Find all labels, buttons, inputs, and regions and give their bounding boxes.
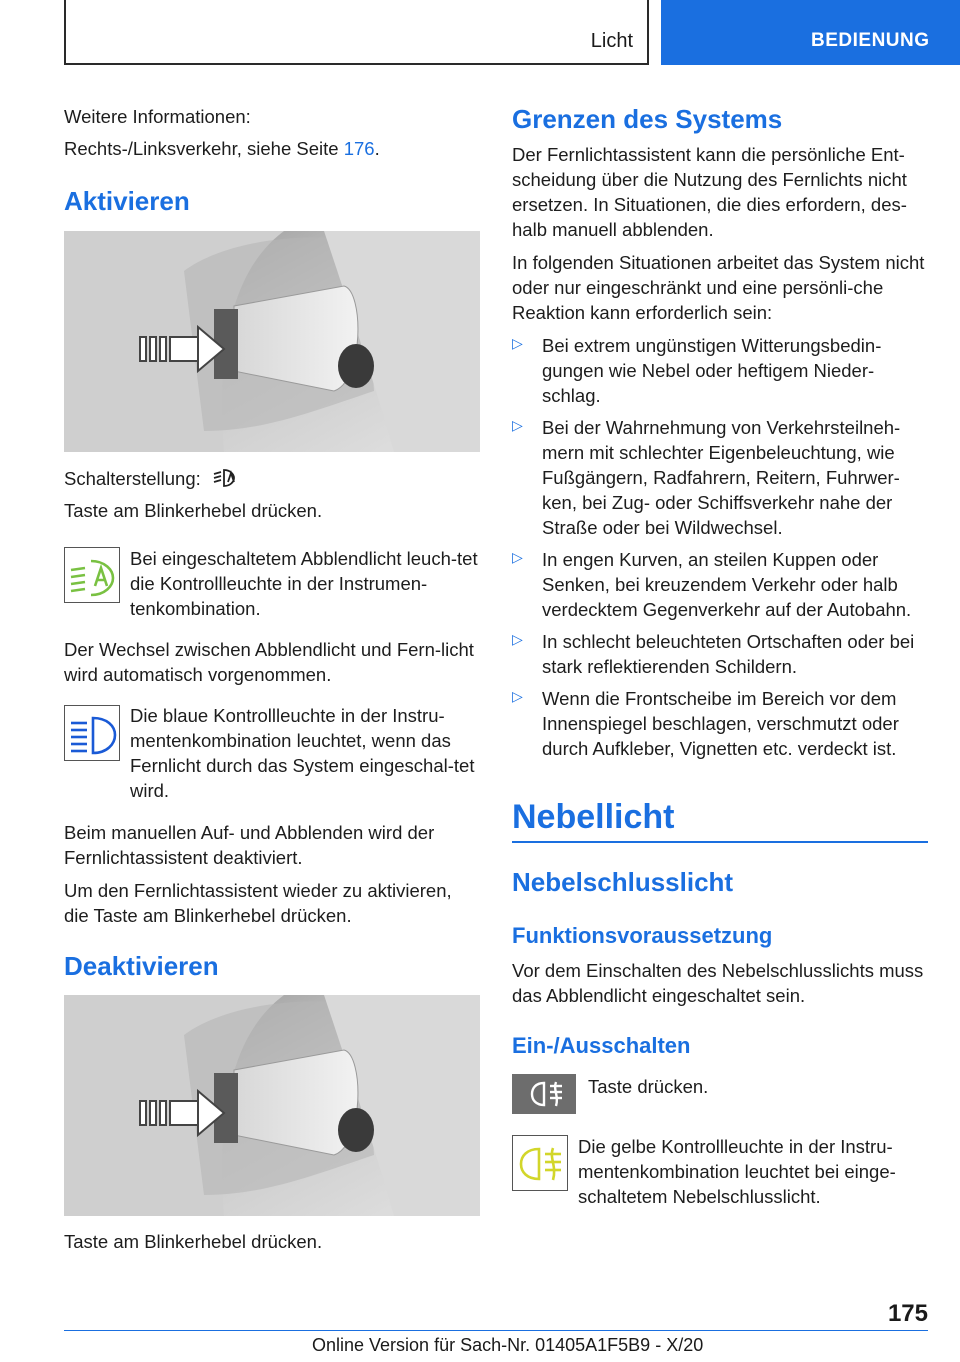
deactivate-heading: Deaktivieren xyxy=(64,951,219,981)
traffic-text: Rechts-/Linksverkehr, siehe Seite xyxy=(64,138,344,159)
bullet-triangle-icon: ▷ xyxy=(512,631,523,647)
auto-low-beam-indicator-icon xyxy=(64,547,120,603)
auto-switch-text: Der Wechsel zwischen Abblendlicht und Fern-licht wird automatisch vorgenommen. xyxy=(64,639,474,685)
high-beam-indicator-icon xyxy=(64,705,120,761)
heading-rule xyxy=(512,841,928,843)
page-link-176[interactable]: 176 xyxy=(343,138,375,159)
traffic-end: . xyxy=(374,138,380,159)
header-chapter-box xyxy=(64,0,649,65)
stalk-photo-deactivate xyxy=(64,995,480,1216)
auto-high-beam-icon xyxy=(212,466,240,494)
manual-note: Beim manuellen Auf- und Abblenden wird der Fernlichtassistent deaktiviert. xyxy=(64,822,435,868)
activate-heading: Aktivieren xyxy=(64,186,190,216)
rear-fog-button-icon xyxy=(512,1074,576,1114)
bullet-triangle-icon: ▷ xyxy=(512,549,523,565)
press-button-text: Taste am Blinkerhebel drücken. xyxy=(64,500,323,521)
section-title: BEDIENUNG xyxy=(811,30,930,51)
stalk-photo-activate xyxy=(64,231,480,452)
info-label: Weitere Informationen: xyxy=(64,106,251,127)
yellow-light-note: Die gelbe Kontrollleuchte in der Instru-mentenkombination leuchtet bei einge-schaltetem Nebelschlusslicht. xyxy=(578,1136,896,1207)
bullet-triangle-icon: ▷ xyxy=(512,688,523,704)
bullet-triangle-icon: ▷ xyxy=(512,417,523,433)
switch-label-row xyxy=(64,466,240,494)
footer-online-version: Online Version für Sach-Nr. 01405A1F5B9 - X/20 xyxy=(312,1335,704,1355)
bullet-triangle-icon: ▷ xyxy=(512,335,523,351)
header-section-box xyxy=(661,0,960,65)
precondition-text: Vor dem Einschalten des Nebelschlusslichts muss das Abblendlicht eingeschaltet sein. xyxy=(512,960,924,1006)
limits-intro: Der Fernlichtassistent kann die persönliche Ent-scheidung über die Nutzung des Fernlichts nicht ersetzen. In Situationen, die dies erfordern, des-halb manuell abblenden. xyxy=(512,144,907,240)
low-beam-note: Bei eingeschaltetem Abblendlicht leuch-tet die Kontrollleuchte in der Instrumen-tenkombination. xyxy=(130,548,478,619)
page-number: 175 xyxy=(887,1300,928,1327)
footer-rule xyxy=(64,1330,928,1331)
rear-fog-heading: Nebelschlusslicht xyxy=(512,867,734,897)
blue-light-note: Die blaue Kontrollleuchte in der Instru-mentenkombination leuchtet, wenn das Fernlicht durch das System eingeschal-tet wird. xyxy=(130,705,475,801)
chapter-title: Licht xyxy=(590,30,633,52)
fog-heading: Nebellicht xyxy=(512,798,675,836)
precondition-heading: Funktionsvoraussetzung xyxy=(512,923,773,948)
reactivate-note: Um den Fernlichtassistent wieder zu aktivieren, die Taste am Blinkerhebel drücken. xyxy=(64,880,452,926)
limits-intro-2: In folgenden Situationen arbeitet das System nicht oder nur eingeschränkt und eine persönli-che Reaktion kann erforderlich sein: xyxy=(512,252,925,323)
limits-heading: Grenzen des Systems xyxy=(512,104,783,134)
press-button-text-2: Taste am Blinkerhebel drücken. xyxy=(64,1231,323,1252)
switch-label: Schalterstellung: xyxy=(64,468,201,489)
press-key-text: Taste drücken. xyxy=(588,1076,709,1097)
onoff-heading: Ein-/Ausschalten xyxy=(512,1033,691,1058)
traffic-reference xyxy=(64,136,480,161)
rear-fog-indicator-icon xyxy=(512,1135,568,1191)
